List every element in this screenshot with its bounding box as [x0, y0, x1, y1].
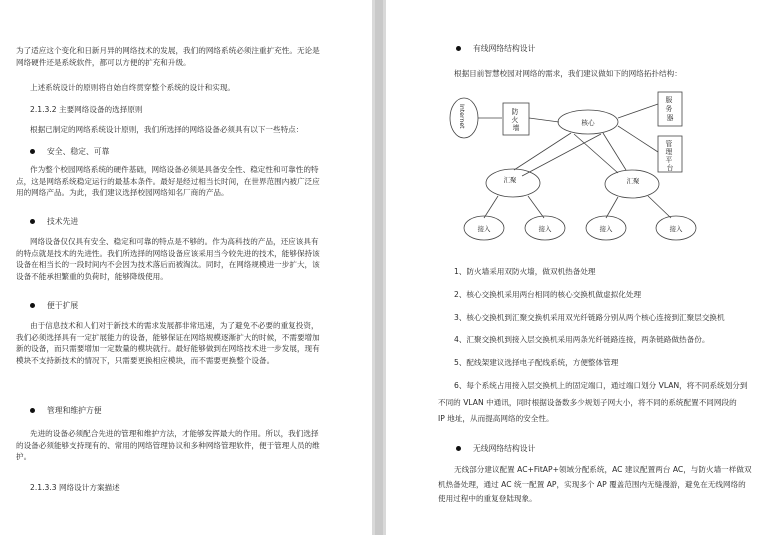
firewall-label: 防 火 墙 — [511, 108, 520, 132]
aggregation-label-right: 汇聚 — [626, 177, 640, 185]
paragraph-topology-intro: 根据目前智慧校园对网络的需求，我们建议做如下的网络拓扑结构： — [454, 69, 682, 78]
left-document-page — [0, 0, 372, 535]
page-gap — [372, 0, 386, 535]
bullet-dot-icon — [456, 446, 461, 451]
note-item-1: 1、防火墙采用双防火墙，做双机热备处理 — [454, 267, 596, 276]
paragraph-safe-stable: 作为整个校园网络系统的硬件基础，网络设备必须是具备安全性、稳定性和可靠性的特 点，这是网络系统稳定运行的最基本条件。最好是经过相当长时间，在世界范围内被广泛应 用的网络产品。为此，我们建议选择校园网络知名厂商的产品。 — [16, 165, 320, 198]
link-core-agg-left-1 — [514, 133, 571, 170]
bullet-management: 管理和维护方便 — [30, 405, 102, 416]
link-agg-access-4 — [648, 196, 671, 218]
link-agg-access-3 — [606, 197, 618, 218]
paragraph-wireless: 无线部分建议配置 AC+FitAP+领域分配系统，AC 建议配置两台 AC，与防火墙一样做双 机热备处理，通过 AC 统一配置 AP，实现多个 AP 覆盖范围内无缝漫游，避免在无线网络的 使用过程中的重复登陆现象。 — [438, 465, 752, 503]
internet-label: Internet — [458, 104, 465, 129]
paragraph-principles-summary: 上述系统设计的原则将自始自终贯穿整个系统的设计和实现。 — [30, 83, 236, 92]
note-item-5: 5、配线架建议选择电子配线系统，方便整体管理 — [454, 358, 619, 368]
bullet-safe-stable: 安全、稳定、可靠 — [30, 146, 109, 157]
link-agg-access-2 — [528, 196, 544, 218]
bullet-dot-icon — [30, 149, 35, 154]
aggregation-label-left: 汇聚 — [503, 176, 517, 184]
access-label-1: 接入 — [477, 225, 491, 233]
link-core-server — [618, 104, 658, 118]
bullet-dot-icon — [30, 303, 35, 308]
section-heading-2132: 2.1.3.2 主要网络设备的选择原则 — [30, 105, 143, 114]
paragraph-device-features-intro: 根据已制定的网络系统设计原则，我们所选择的网络设备必须具有以下一些特点： — [30, 125, 304, 134]
paragraph-expandable: 由于信息技术和人们对于新技术的需求发展都非常迅速，为了避免不必要的重复投资， 我们必须选择具有一定扩展能力的设备，能够保证在网络规模逐渐扩大的时候，不需要增加 新的设备，而只需要增加一定数量的模块就行。最好能够做到在网络技术进一步发展，现有 模块不支持新技术的情况下，只需要更换相应模块，而不需要更换整个设备。 — [16, 321, 320, 365]
bullet-dot-icon — [30, 219, 35, 224]
paragraph-management: 先进的设备必须配合先进的管理和维护方法，才能够发挥最大的作用。所以，我们选择 的设备必须能够支持现有的、常用的网络管理协议和多种网络管理软件，便于管理人员的维 护。 — [16, 429, 320, 462]
access-label-3: 接入 — [599, 225, 613, 233]
bullet-advanced-tech: 技术先进 — [30, 216, 78, 227]
paragraph-expandability: 为了适应这个变化和日新月异的网络技术的发展，我们的网络系统必须注重扩充性。无论是 网络硬件还是系统软件，都可以方便的扩充和升级。 — [16, 46, 320, 67]
link-core-agg-right-2 — [603, 133, 626, 170]
bullet-wireless-network: 无线网络结构设计 — [456, 443, 535, 454]
scrollbar-track[interactable] — [375, 0, 383, 535]
paragraph-advanced-tech: 网络设备仅仅具有安全、稳定和可靠的特点是不够的。作为高科技的产品，还应该具有 的特点就是技术的先进性。我们所选择的网络设备应该采用当今较先进的技术，能够保持该 设备在相当长的一段时间内不会因为技术落后而被淘汰。同时，在网络规模进一步扩大，该 设备不能承担繁重的负荷时，能够降级使用。 — [16, 237, 320, 281]
link-core-agg-right-1 — [574, 134, 618, 173]
server-label: 服 务 器 — [665, 96, 674, 122]
bullet-dot-icon — [30, 408, 35, 413]
link-firewall-core — [529, 118, 559, 122]
access-label-4: 接入 — [669, 225, 683, 233]
note-item-6: 6、每个系统占用接入层交换机上的固定端口，通过端口划分 VLAN，将不同系统划分到 不同的 VLAN 中通讯，同时根据设备数多少规划子网大小，将不同的系统配置不同网段的 IP 地址，从而提高网络的安全性。 — [438, 380, 748, 424]
mgmt-platform-label: 管 理 平 台 — [665, 140, 674, 172]
core-label: 核心 — [581, 119, 595, 127]
access-label-2: 接入 — [538, 225, 552, 233]
section-heading-2133: 2.1.3.3 网络设计方案描述 — [30, 483, 120, 492]
note-item-3: 3、核心交换机到汇聚交换机采用双光纤链路分别从两个核心连接到汇聚层交换机 — [454, 312, 725, 322]
right-document-page — [386, 0, 760, 535]
bullet-wired-network: 有线网络结构设计 — [456, 43, 535, 54]
link-agg-access-1 — [484, 196, 498, 218]
bullet-expandable: 便于扩展 — [30, 300, 78, 311]
link-core-mgmt — [618, 126, 658, 152]
link-core-agg-left-2 — [522, 134, 601, 176]
network-topology-diagram — [386, 0, 760, 270]
note-item-4: 4、汇聚交换机到接入层交换机采用两条光纤链路连接，两条链路做热备份。 — [454, 335, 710, 345]
topology-notes-list — [438, 266, 748, 425]
note-item-2: 2、核心交换机采用两台相同的核心交换机做虚拟化处理 — [454, 289, 642, 299]
